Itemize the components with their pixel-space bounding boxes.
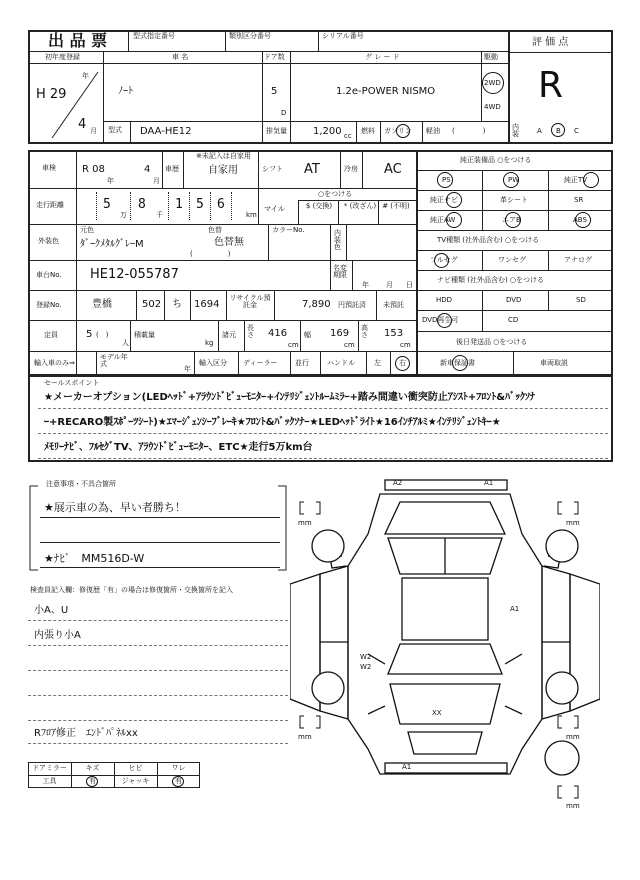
tire-unit-spare: mm bbox=[566, 802, 580, 810]
interior-c: C bbox=[574, 127, 579, 135]
height: 153 bbox=[384, 328, 404, 339]
transfer-month: 月 bbox=[386, 281, 393, 289]
drive-label: 駆動 bbox=[484, 53, 498, 61]
inspector-line-6: Rﾌﾛｱ修正 ｴﾝﾄﾞﾊﾟﾈﾙxx bbox=[34, 728, 138, 739]
legend-jack: ジャッキ bbox=[121, 777, 150, 785]
equip-leather: 革シート bbox=[500, 196, 528, 204]
mileage-check: ○をつける bbox=[318, 190, 353, 198]
post-warranty: 新車保証書 bbox=[440, 359, 475, 367]
length: 416 bbox=[268, 328, 288, 339]
load-label: 積載量 bbox=[134, 331, 155, 339]
post-manual: 車両取説 bbox=[540, 359, 568, 367]
bottom-mark-a1: A1 bbox=[402, 763, 412, 771]
transfer-day: 日 bbox=[406, 281, 413, 289]
legend-crack: ヒビ bbox=[128, 764, 143, 772]
reg-kana: ち bbox=[172, 299, 182, 310]
load-unit: kg bbox=[205, 339, 214, 347]
serial-label: シリアル番号 bbox=[322, 32, 364, 40]
mileage-digit-5: 6 bbox=[217, 197, 225, 212]
recycle-unit: 円 bbox=[338, 301, 345, 309]
reg-label: 登録No. bbox=[36, 301, 62, 309]
grade: 1.2e-POWER NISMO bbox=[336, 86, 436, 97]
first-reg-era: H 29 bbox=[36, 87, 67, 102]
mileage-kind-exchange: $ (交換) bbox=[305, 202, 333, 210]
nav-dvd: DVD bbox=[506, 296, 522, 304]
handle-label: ハンドル bbox=[327, 359, 355, 367]
inspector-line-2: 内張り小A bbox=[34, 630, 81, 641]
equip-abs-circle bbox=[575, 212, 591, 228]
height-unit: cm bbox=[400, 341, 411, 349]
transfer-year: 年 bbox=[362, 281, 369, 289]
mileage-unit: km bbox=[246, 211, 257, 219]
equip-ps-circle bbox=[437, 172, 453, 188]
mileage-digit-1: 5 bbox=[103, 197, 111, 212]
tire-unit-fl: mm bbox=[298, 519, 312, 527]
mileage-kind-mile: マイル bbox=[264, 205, 285, 213]
interior-label: 内装 bbox=[512, 123, 519, 138]
handle-right: 右 bbox=[399, 359, 406, 367]
nav-dvd-play: DVD再生可 bbox=[422, 316, 459, 324]
mileage-kind-unknown: # (不明) bbox=[382, 202, 410, 210]
tire-unit-fr: mm bbox=[566, 519, 580, 527]
tv-fullseg: フルセグ bbox=[430, 256, 458, 264]
shift: AT bbox=[304, 162, 320, 177]
history-label: 車歴 bbox=[165, 165, 179, 173]
interior-b: B bbox=[556, 127, 561, 135]
genuine-title: 純正装備品 ○をつける bbox=[460, 156, 532, 164]
equip-navi-circle bbox=[446, 192, 462, 208]
transfer-label: 名変期限 bbox=[333, 264, 347, 279]
type-no-label: 型式指定番号 bbox=[133, 32, 175, 40]
capacity-label: 定員 bbox=[44, 331, 58, 339]
interior-circle bbox=[551, 123, 565, 137]
mileage-kind-tamper: * (改ざん) bbox=[343, 202, 377, 210]
inspection-year-unit: 年 bbox=[107, 177, 114, 185]
equip-aw: 純正AW bbox=[430, 216, 456, 224]
side-mark-a1: A1 bbox=[510, 605, 520, 613]
color-paren: ( ) bbox=[190, 250, 231, 258]
fuel-gasoline: ガソリン bbox=[384, 127, 412, 135]
car-name: ﾉｰﾄ bbox=[118, 86, 133, 97]
rear-mark-xx: XX bbox=[432, 709, 442, 717]
ac-label: 冷房 bbox=[344, 165, 358, 173]
reg-class: 502 bbox=[142, 299, 162, 310]
tv-analog: アナログ bbox=[564, 256, 592, 264]
tire-unit-rl: mm bbox=[298, 733, 312, 741]
equip-tv: 純正TV bbox=[564, 176, 588, 184]
shift-label: シフト bbox=[262, 165, 283, 173]
equip-airbag-circle bbox=[505, 212, 521, 228]
recycle-label: リサイクル預託金 bbox=[229, 294, 271, 309]
legend-tools: 工具 bbox=[42, 777, 57, 785]
tv-oneseg: ワンセグ bbox=[498, 256, 526, 264]
front-mark-a2: A2 bbox=[393, 479, 403, 487]
fuel-label: 燃料 bbox=[361, 127, 375, 135]
legend-break: ワレ bbox=[171, 764, 186, 772]
reg-no: 1694 bbox=[194, 299, 220, 310]
tv-title: TV種類 (社外品含む) ○をつける bbox=[437, 236, 540, 244]
import-dealer: ディーラー bbox=[243, 359, 278, 367]
original-color-label: 元色 bbox=[80, 226, 94, 234]
recycle-status: 預託済 bbox=[345, 301, 366, 309]
sales-label: セールスポイント bbox=[44, 379, 100, 387]
inspection-label: 車検 bbox=[42, 164, 56, 172]
nav-hdd: HDD bbox=[436, 296, 453, 304]
sales-line-3: ﾒﾓﾘｰﾅﾋﾞ、ﾌﾙｾｸﾞTV、ｱﾗｳﾝﾄﾞﾋﾞｭｰﾓﾆﾀｰ、ETC★走行5万km台 bbox=[44, 442, 313, 453]
legend-tools-circle bbox=[86, 776, 98, 787]
equip-sr: SR bbox=[574, 196, 584, 204]
car-name-label: 車 名 bbox=[172, 53, 189, 61]
legend-jack-value: 有 bbox=[175, 777, 182, 785]
equip-tv-circle bbox=[583, 172, 599, 188]
exterior-color: ﾀﾞｰｸﾒﾀﾙｸﾞﾚｰM bbox=[80, 239, 144, 250]
reg-area: 豊橋 bbox=[92, 299, 112, 310]
width: 169 bbox=[330, 328, 350, 339]
handle-left: 左 bbox=[374, 359, 381, 367]
dims-label: 諸元 bbox=[222, 331, 236, 339]
inspector-label: 検査員記入欄：修復歴「有」の場合は修復箇所・交換箇所を記入 bbox=[30, 586, 233, 594]
handle-circle bbox=[395, 356, 410, 371]
legend-mirror: ドアミラー bbox=[32, 764, 67, 772]
import-label: 輸入車のみ⇒ bbox=[34, 359, 75, 367]
equip-abs: ABS bbox=[573, 216, 587, 224]
rating-label: 評 価 点 bbox=[532, 37, 569, 48]
notes-line-3: ★ﾅﾋﾞ MM516D-W bbox=[44, 552, 145, 565]
glass-mark-w2-b: W2 bbox=[360, 663, 372, 671]
post-warranty-circle bbox=[452, 355, 468, 371]
sales-line-2: ｰ+RECARO製ｽﾎﾟｰﾂｼｰﾄ)★ｴﾏｰｼﾞｪﾝｼｰﾌﾞﾚｰｷ★ﾌﾛﾝﾄ&ﾊﾞｯｸｿﾅｰ★LEDﾍｯﾄﾞﾗｲﾄ★16ｲﾝﾁｱﾙﾐ★ｲﾝﾃﾘｼﾞｪﾝﾄｷｰ★ bbox=[44, 417, 501, 428]
tire-unit-rr: mm bbox=[566, 733, 580, 741]
drive-4wd: 4WD bbox=[484, 103, 501, 111]
chassis-label: 車台No. bbox=[36, 271, 62, 279]
nav-cd: CD bbox=[508, 316, 519, 324]
capacity: 5 bbox=[86, 329, 93, 340]
nav-dvd-play-circle bbox=[437, 313, 452, 328]
color-change: 色替無 bbox=[214, 237, 244, 248]
length-unit: cm bbox=[288, 341, 299, 349]
capacity-unit: 人 bbox=[122, 339, 129, 347]
inspector-line-1: 小A、U bbox=[34, 605, 69, 616]
nav-title: ナビ種類 (社外品含む) ○をつける bbox=[437, 276, 545, 284]
mileage-digit-4: 5 bbox=[196, 197, 204, 212]
recycle-unpaid: 未預託 bbox=[383, 301, 404, 309]
inspection-month-unit: 月 bbox=[153, 177, 160, 185]
equip-airbag: エアB bbox=[502, 216, 521, 224]
import-type-label: 輸入区分 bbox=[199, 359, 227, 367]
legend-jack-circle bbox=[172, 776, 184, 787]
doors-label: ドア数 bbox=[264, 53, 285, 61]
tv-fullseg-circle bbox=[434, 253, 449, 268]
equip-navi: 純正ナビ bbox=[430, 196, 458, 204]
history: 自家用 bbox=[208, 165, 238, 176]
rating-value: R bbox=[538, 65, 564, 106]
ac: AC bbox=[384, 162, 402, 177]
model: DAA-HE12 bbox=[140, 126, 192, 137]
displacement: 1,200 bbox=[313, 126, 342, 137]
first-reg-month: 4 bbox=[78, 117, 87, 132]
chassis-no: HE12-055787 bbox=[90, 267, 179, 282]
capacity-paren: ( ) bbox=[96, 331, 109, 339]
mileage-digit-3: 1 bbox=[175, 197, 183, 212]
equip-aw-circle bbox=[446, 212, 462, 228]
drive-2wd: 2WD bbox=[484, 79, 501, 87]
glass-mark-w2-a: W2 bbox=[360, 653, 372, 661]
mileage-sen: 千 bbox=[156, 211, 163, 219]
car-diagram bbox=[290, 474, 600, 814]
color-no-label: カラーNo. bbox=[272, 226, 305, 234]
mileage-label: 走行距離 bbox=[36, 201, 64, 209]
first-reg-year-unit: 年 bbox=[82, 72, 89, 80]
legend-tools-value: 有 bbox=[89, 777, 96, 785]
equip-pw-circle bbox=[503, 172, 519, 188]
model-year-label: モデル年式 bbox=[100, 353, 128, 368]
width-unit: cm bbox=[344, 341, 355, 349]
front-mark-a1: A1 bbox=[484, 479, 494, 487]
first-reg-label: 初年度登録 bbox=[45, 53, 80, 61]
legend-scratch: キズ bbox=[85, 764, 100, 772]
inspection-year: R 08 bbox=[82, 164, 105, 175]
class-no-label: 類別区分番号 bbox=[229, 32, 271, 40]
inspection-month: 4 bbox=[144, 164, 151, 175]
equip-pw: PW bbox=[508, 176, 520, 184]
sales-line-1: ★メーカーオプション(LEDﾍｯﾄﾞ+ｱﾗｳﾝﾄﾞﾋﾞｭｰﾓﾆﾀｰ+ｲﾝﾃﾘｼﾞｪﾝﾄﾙｰﾑﾐﾗｰ+踏み間違い衝突防止ｱｼｽﾄ+ﾌﾛﾝﾄ&ﾊﾞｯｸｿﾅ bbox=[44, 392, 535, 403]
date-slash bbox=[50, 70, 100, 140]
height-label: 高さ bbox=[361, 324, 368, 339]
grade-label: グ レ ー ド bbox=[365, 53, 400, 61]
model-year-unit: 年 bbox=[184, 365, 191, 373]
displacement-label: 排気量 bbox=[266, 127, 287, 135]
interior-a: A bbox=[537, 127, 542, 135]
door-suffix: D bbox=[281, 109, 287, 117]
import-parallel: 並行 bbox=[295, 359, 309, 367]
mileage-digit-2: 8 bbox=[138, 197, 146, 212]
history-note: ※未記入は自家用 bbox=[196, 152, 251, 160]
nav-sd: SD bbox=[576, 296, 586, 304]
fuel-bracket: ( ) bbox=[452, 127, 486, 135]
width-label: 幅 bbox=[304, 331, 311, 339]
displacement-unit: cc bbox=[344, 132, 352, 140]
fuel-circle bbox=[396, 124, 410, 138]
recycle-amount: 7,890 bbox=[302, 299, 331, 310]
color-label: 外装色 bbox=[38, 237, 59, 245]
notes-label: 注意事項・不具合箇所 bbox=[46, 480, 116, 488]
first-reg-month-unit: 月 bbox=[90, 127, 97, 135]
notes-line-1: ★展示車の為、早い者勝ち！ bbox=[44, 501, 186, 514]
color-change-label: 色替 bbox=[208, 226, 222, 234]
post-title: 後日発送品 ○をつける bbox=[456, 338, 528, 346]
equip-ps: PS bbox=[442, 176, 451, 184]
doors: 5 bbox=[271, 86, 278, 97]
length-label: 長さ bbox=[247, 324, 254, 339]
fuel-diesel: 軽油 bbox=[426, 127, 440, 135]
mileage-man: 万 bbox=[120, 211, 127, 219]
interior-color-label: 内装色 bbox=[334, 229, 341, 251]
model-label: 型式 bbox=[108, 126, 122, 134]
form-title: 出 品 票 bbox=[48, 31, 108, 50]
